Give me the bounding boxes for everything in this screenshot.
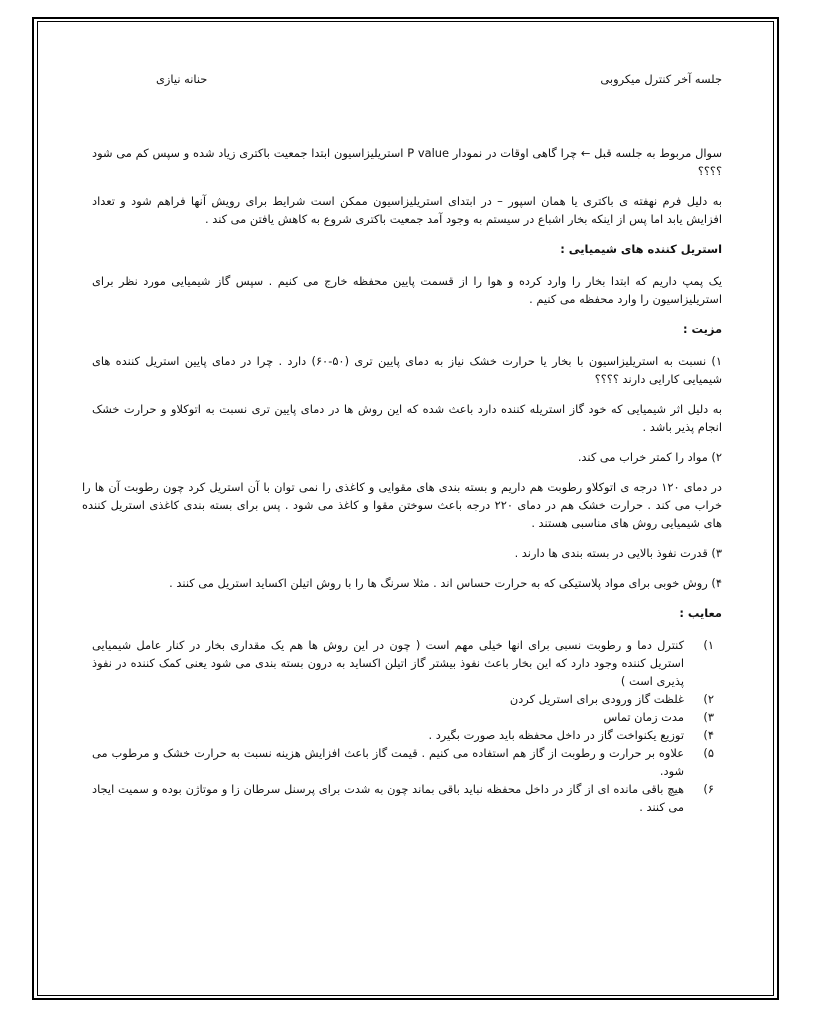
section-heading-disadvantages: معایب : — [679, 606, 722, 620]
advantage-1-explanation: به دلیل اثر شیمیایی که خود گاز استریله کننده دارد باعث شده که این روش ها در دمای پایین تری نسبت به اتوکلاو و حرارت خشک انجام پذیر باشد . — [92, 402, 722, 434]
document-header — [92, 70, 722, 90]
advantage-3: ۳) قدرت نفوذ بالایی در بسته بندی ها دارند . — [514, 546, 722, 560]
advantage-2-explanation: در دمای ۱۲۰ درجه ی اتوکلاو رطوبت هم داریم و بسته بندی های مقوایی و کاغذی را نمی توان با آن استریل کرد چون رطوبت آن ها را خراب می کند . حرارت خشک هم در دمای ۲۲۰ درجه باعث سوختن مقوا و کاغذ می شود . پس برای بسته بندی کاغذی استریل کننده های شیمیایی روش های مناسبی هستند . — [82, 480, 722, 530]
advantage-2: ۲) مواد را کمتر خراب می کند. — [577, 450, 722, 464]
list-item: ۱) کنترل دما و رطوبت نسبی برای انها خیلی مهم است ( چون در این روش ها هم یک مقداری بخار در کنار عامل شیمیایی استریل کننده وجود دارد که این بخار باعث نفوذ بیشتر گاز اتیلن اکساید به درون بسته بندی می شود یعنی کمک کننده در نفوذ پذیری است ) — [92, 638, 714, 688]
advantage-4: ۴) روش خوبی برای مواد پلاستیکی که به حرارت حساس اند . مثلا سرنگ ها را با روش اتیلن اکساید استریل می کنند . — [169, 576, 722, 590]
section-heading-advantages: مزیت : — [683, 322, 722, 336]
advantage-1: ۱) نسبت به استریلیزاسیون با بخار یا حرارت خشک نیاز به دمای پایین تری (۵۰-۶۰) دارد . چرا در دمای پایین استریل کننده های شیمیایی کارایی دارند ؟؟؟؟ — [92, 354, 722, 386]
list-item: ۵) علاوه بر حرارت و رطوبت از گاز هم استفاده می کنیم . قیمت گاز باعث افزایش هزینه نسبت به حرارت خشک و مرطوب می شود. — [92, 746, 714, 778]
document-page — [82, 70, 722, 816]
disadvantages-list — [92, 636, 722, 816]
list-item: ۲) غلظت گاز ورودی برای استریل کردن — [509, 692, 714, 706]
section-heading-chemical: استریل کننده های شیمیایی : — [560, 242, 722, 256]
pump-paragraph: یک پمپ داریم که ابتدا بخار را وارد کرده و هوا را از قسمت پایین محفظه خارج می کنیم . سپس گاز شیمیایی مورد نظر برای استریلیزاسیون را وارد محفظه می کنیم . — [92, 274, 722, 306]
document-title: جلسه آخر کنترل میکروبی — [600, 72, 722, 86]
document-author: حنانه نیازی — [156, 72, 208, 86]
list-item: ۶) هیچ باقی مانده ای از گاز در داخل محفظه نباید باقی بماند چون به شدت برای پرسنل سرطان زا و موتاژن بوده و سمیت ایجاد می کنند . — [92, 782, 714, 814]
answer-paragraph: به دلیل فرم نهفته ی باکتری یا همان اسپور – در ابتدای استریلیزاسیون ممکن است شرایط برای رویش آنها فراهم شود و تعداد افزایش یابد اما پس از اینکه بخار اشباع در سیستم به وجود آمد جمعیت باکتری شروع به کاهش یافتن می کند . — [92, 194, 722, 226]
list-item: ۳) مدت زمان تماس — [603, 710, 714, 724]
question-paragraph: سوال مربوط به جلسه قبل ← چرا گاهی اوقات در نمودار P value استریلیزاسیون ابتدا جمعیت باکتری زیاد شده و سپس کم می شود ؟؟؟؟ — [92, 146, 722, 178]
list-item: ۴) توزیع یکنواخت گاز در داخل محفظه باید صورت بگیرد . — [428, 728, 714, 742]
